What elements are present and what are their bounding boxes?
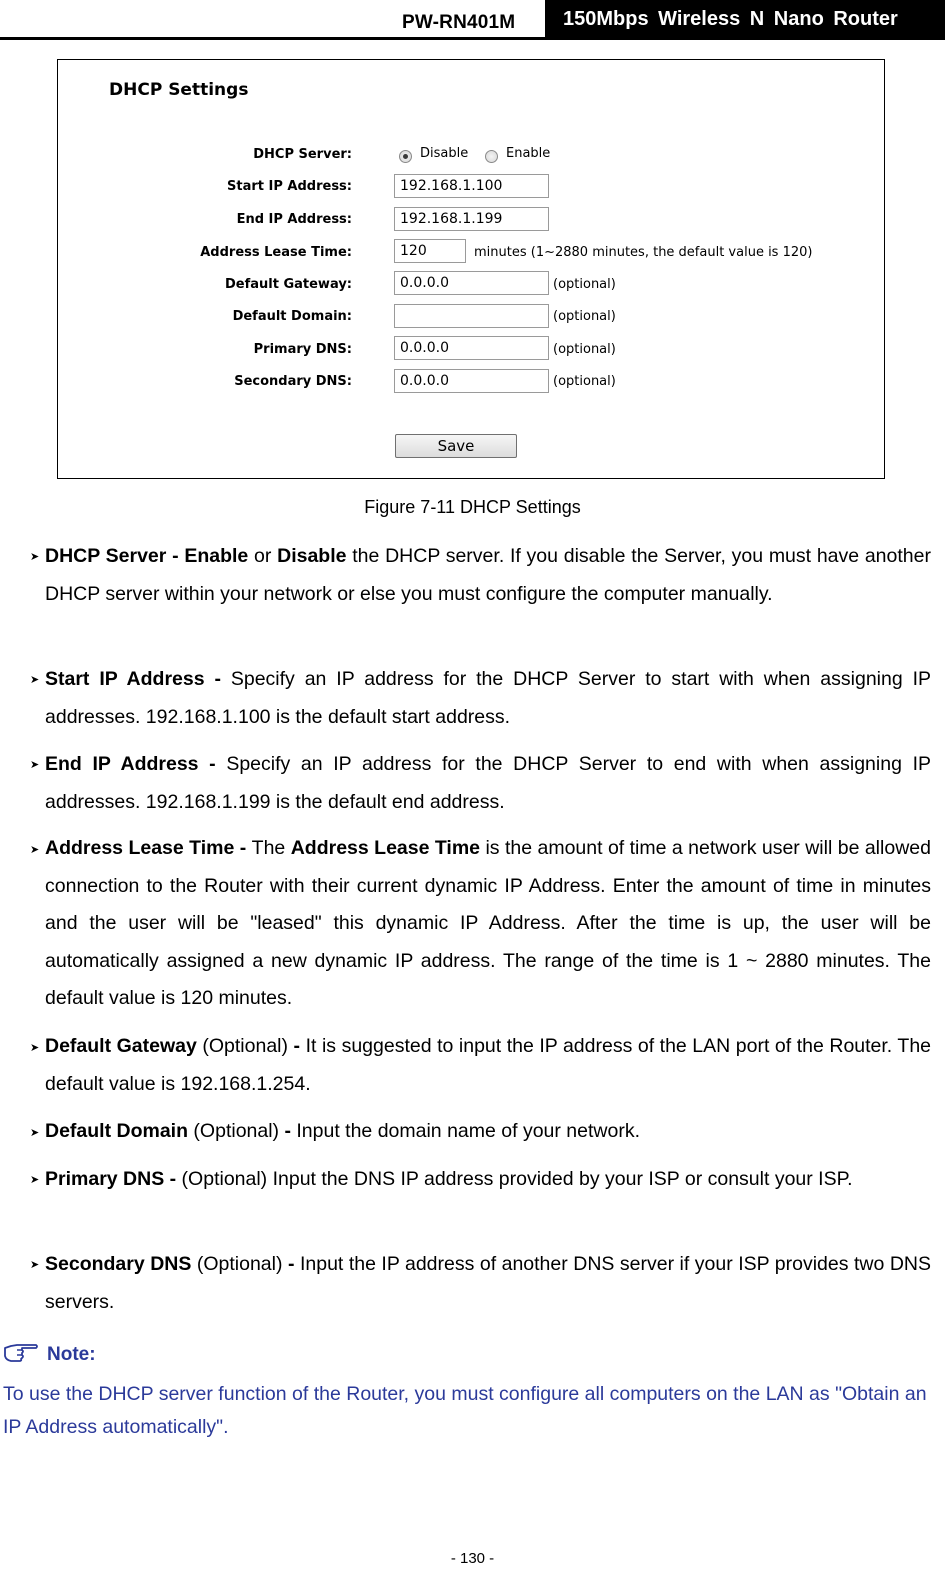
default-domain-input[interactable]	[394, 304, 549, 328]
bullet-term: -	[293, 1035, 301, 1057]
disable-radio[interactable]	[399, 150, 412, 163]
bullet-text: The	[251, 837, 291, 859]
save-button[interactable]: Save	[395, 434, 517, 458]
pointing-hand-icon	[3, 1339, 39, 1363]
default-domain-label: Default Domain:	[232, 309, 352, 324]
bullet-term: End IP Address -	[45, 753, 227, 775]
end-ip-input[interactable]	[394, 207, 549, 231]
model-name: PW-RN401M	[402, 12, 516, 33]
bullet-arrow-icon: ➤	[30, 1127, 40, 1139]
bullet-arrow-icon: ➤	[30, 674, 40, 686]
bullet-term: Secondary DNS	[45, 1253, 192, 1275]
bullet-default-domain	[45, 1113, 931, 1151]
figure-caption: Figure 7-11 DHCP Settings	[364, 497, 581, 517]
bullet-lease-time	[45, 830, 931, 1018]
bullet-arrow-icon: ➤	[30, 551, 40, 563]
bullet-arrow-icon: ➤	[30, 1174, 40, 1186]
product-title: 150Mbps Wireless N Nano Router	[545, 0, 945, 40]
page-header	[0, 0, 945, 42]
end-ip-label: End IP Address:	[236, 212, 352, 227]
bullet-text: (Optional)	[188, 1120, 285, 1142]
bullet-text: is the amount of time a network user will be allowed connection to the Router with their current dynamic IP Address. Enter the amount of time in minutes and the user will be "leased" this dynamic IP Address. After the time is up, the user will be automatically assigned a new dynamic IP address. The range of the time is 1 ~ 2880 minutes. The default value is 120 minutes.	[45, 837, 931, 1009]
bullet-term: Start IP Address -	[45, 668, 231, 690]
bullet-term: Primary DNS -	[45, 1168, 177, 1190]
figure-title: DHCP Settings	[109, 80, 249, 100]
primary-dns-input[interactable]	[394, 336, 549, 360]
dhcp-settings-figure	[57, 59, 885, 479]
bullet-text: Input the domain name of your network.	[290, 1120, 640, 1142]
bullet-term: Default Gateway	[45, 1035, 197, 1057]
bullet-term: DHCP Server - Enable	[45, 545, 249, 567]
enable-radio[interactable]	[485, 150, 498, 163]
bullet-default-gateway	[45, 1028, 931, 1103]
primary-dns-label: Primary DNS:	[253, 342, 352, 357]
gateway-optional-hint: (optional)	[553, 277, 616, 292]
secondary-dns-label: Secondary DNS:	[234, 374, 352, 389]
bullet-arrow-icon: ➤	[30, 1259, 40, 1271]
start-ip-label: Start IP Address:	[227, 179, 352, 194]
note-text: To use the DHCP server function of the Router, you must configure all computers on the LAN as "Obtain an IP Address automatically".	[3, 1383, 927, 1438]
bullet-primary-dns	[45, 1161, 931, 1199]
secondary-dns-input[interactable]	[394, 369, 549, 393]
default-gateway-label: Default Gateway:	[224, 277, 352, 292]
bullet-term: Address Lease Time -	[45, 837, 252, 859]
disable-radio-label: Disable	[420, 146, 469, 161]
bullet-arrow-icon: ➤	[30, 759, 40, 771]
dhcp-server-label: DHCP Server:	[253, 147, 352, 162]
bullet-text: Specify an IP address for the DHCP Server to start with when assigning IP addresses. 192.168.1.100 is the default start address.	[45, 668, 931, 728]
bullet-text: (Optional) Input the DNS IP address provided by your ISP or consult your ISP.	[176, 1168, 853, 1190]
enable-radio-label: Enable	[506, 146, 551, 161]
bullet-secondary-dns	[45, 1246, 931, 1321]
bullet-text: Specify an IP address for the DHCP Server to end with when assigning IP addresses. 192.168.1.199 is the default end address.	[45, 753, 931, 813]
bullet-text: (Optional)	[191, 1253, 288, 1275]
domain-optional-hint: (optional)	[553, 309, 616, 324]
lease-time-hint: minutes (1~2880 minutes, the default value is 120)	[474, 245, 813, 260]
lease-time-label: Address Lease Time:	[200, 245, 352, 260]
page-number: - 130 -	[450, 1550, 495, 1567]
bullet-term: -	[287, 1253, 295, 1275]
header-rule	[0, 37, 945, 40]
note-label: Note:	[47, 1344, 96, 1365]
default-gateway-input[interactable]	[394, 271, 549, 295]
bullet-text: the DHCP server. If you disable the Server, you must have another DHCP server within your network or else you must configure the computer manually.	[45, 545, 931, 605]
bullet-text: or	[248, 545, 278, 567]
bullet-text: Input the IP address of another DNS server if your ISP provides two DNS servers.	[45, 1253, 931, 1313]
bullet-term: Default Domain	[45, 1120, 189, 1142]
primary-dns-optional-hint: (optional)	[553, 342, 616, 357]
bullet-text: It is suggested to input the IP address of the LAN port of the Router. The default value is 192.168.1.254.	[45, 1035, 932, 1095]
bullet-text: (Optional)	[196, 1035, 294, 1057]
start-ip-input[interactable]	[394, 174, 549, 198]
bullet-end-ip	[45, 746, 931, 821]
bullet-start-ip	[45, 661, 931, 736]
bullet-term: Address Lease Time	[290, 837, 481, 859]
bullet-term: -	[284, 1120, 291, 1142]
bullet-arrow-icon: ➤	[30, 844, 40, 856]
secondary-dns-optional-hint: (optional)	[553, 374, 616, 389]
bullet-dhcp-server	[45, 538, 931, 613]
bullet-term: Disable	[277, 545, 347, 567]
bullet-arrow-icon: ➤	[30, 1042, 40, 1054]
lease-time-input[interactable]	[394, 239, 466, 263]
